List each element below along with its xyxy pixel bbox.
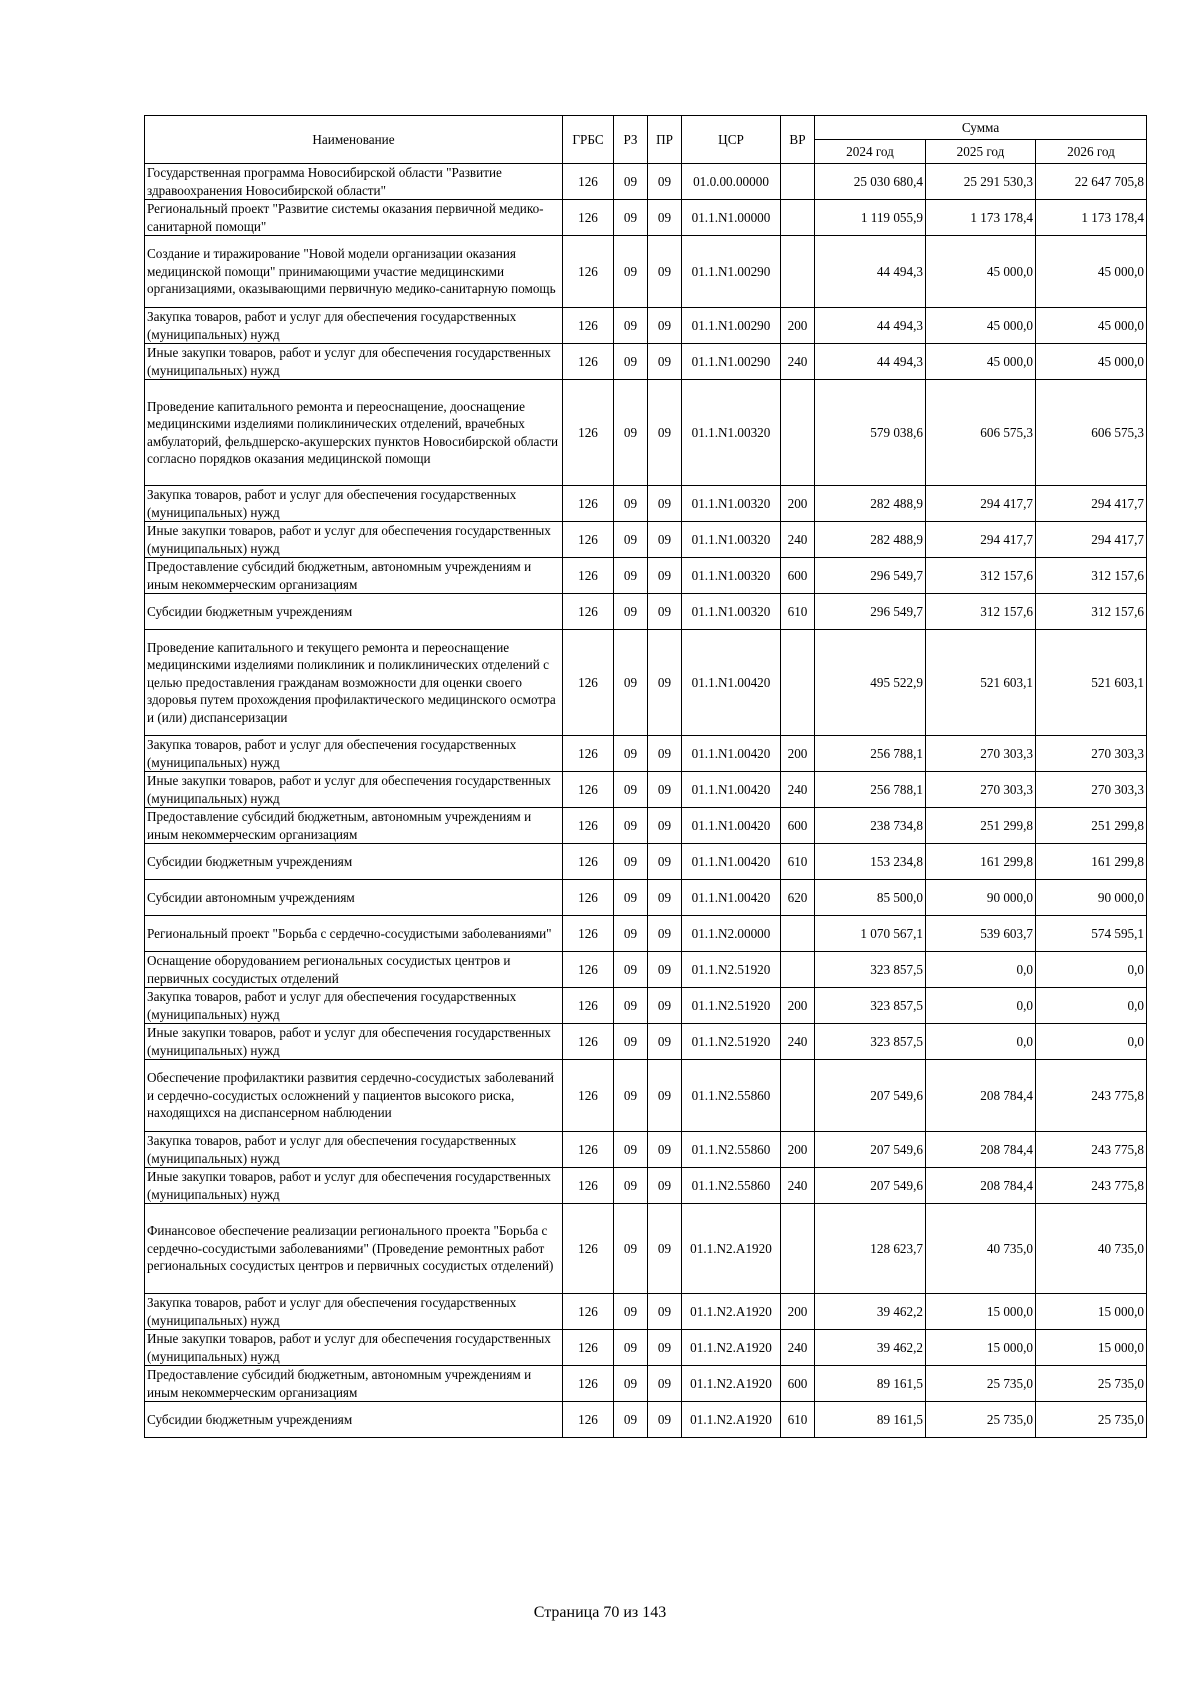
cell-sum-2026: 0,0 (1036, 952, 1147, 988)
cell-grbs: 126 (563, 1132, 614, 1168)
cell-grbs: 126 (563, 164, 614, 200)
cell-vr: 240 (781, 772, 815, 808)
cell-rz: 09 (614, 880, 648, 916)
cell-sum-2026: 40 735,0 (1036, 1204, 1147, 1294)
cell-pr: 09 (648, 594, 682, 630)
cell-vr (781, 236, 815, 308)
cell-rz: 09 (614, 844, 648, 880)
cell-sum-2025: 251 299,8 (926, 808, 1036, 844)
cell-vr: 240 (781, 522, 815, 558)
cell-sum-2025: 25 291 530,3 (926, 164, 1036, 200)
cell-pr: 09 (648, 558, 682, 594)
cell-name: Субсидии бюджетным учреждениям (145, 594, 563, 630)
cell-sum-2026: 0,0 (1036, 1024, 1147, 1060)
cell-pr: 09 (648, 1366, 682, 1402)
cell-name: Государственная программа Новосибирской области "Развитие здравоохранения Новосибирской области" (145, 164, 563, 200)
cell-name: Иные закупки товаров, работ и услуг для обеспечения государственных (муниципальных) нужд (145, 1168, 563, 1204)
cell-rz: 09 (614, 1204, 648, 1294)
cell-vr: 600 (781, 1366, 815, 1402)
cell-sum-2024: 1 070 567,1 (815, 916, 926, 952)
cell-sum-2026: 90 000,0 (1036, 880, 1147, 916)
cell-sum-2025: 294 417,7 (926, 486, 1036, 522)
cell-sum-2025: 312 157,6 (926, 558, 1036, 594)
cell-name: Создание и тиражирование "Новой модели организации оказания медицинской помощи" принимающими участие медицинскими организациями, оказывающими первичную медико-санитарную помощь (145, 236, 563, 308)
cell-name: Предоставление субсидий бюджетным, автономным учреждениям и иным некоммерческим организациям (145, 808, 563, 844)
cell-vr (781, 916, 815, 952)
table-row (145, 1024, 1147, 1060)
cell-sum-2024: 153 234,8 (815, 844, 926, 880)
cell-rz: 09 (614, 236, 648, 308)
cell-vr: 600 (781, 808, 815, 844)
cell-rz: 09 (614, 200, 648, 236)
table-row (145, 1132, 1147, 1168)
cell-sum-2026: 45 000,0 (1036, 344, 1147, 380)
cell-name: Субсидии бюджетным учреждениям (145, 1402, 563, 1438)
cell-csr: 01.1.N1.00290 (682, 344, 781, 380)
cell-pr: 09 (648, 1402, 682, 1438)
cell-sum-2025: 161 299,8 (926, 844, 1036, 880)
cell-sum-2026: 270 303,3 (1036, 736, 1147, 772)
cell-pr: 09 (648, 200, 682, 236)
cell-grbs: 126 (563, 344, 614, 380)
cell-sum-2024: 323 857,5 (815, 988, 926, 1024)
cell-sum-2026: 45 000,0 (1036, 236, 1147, 308)
cell-sum-2026: 574 595,1 (1036, 916, 1147, 952)
cell-sum-2025: 45 000,0 (926, 344, 1036, 380)
cell-name: Проведение капитального ремонта и переоснащение, дооснащение медицинскими изделиями поликлинических отделений, врачебных амбулаторий, фельдшерско-акушерских пунктов Новосибирской области согласно порядков оказания медицинской помощи (145, 380, 563, 486)
cell-csr: 01.1.N2.А1920 (682, 1294, 781, 1330)
cell-grbs: 126 (563, 200, 614, 236)
cell-sum-2024: 495 522,9 (815, 630, 926, 736)
cell-sum-2024: 25 030 680,4 (815, 164, 926, 200)
cell-grbs: 126 (563, 916, 614, 952)
cell-sum-2024: 89 161,5 (815, 1402, 926, 1438)
header-2024: 2024 год (815, 140, 926, 164)
cell-rz: 09 (614, 808, 648, 844)
cell-csr: 01.1.N2.А1920 (682, 1330, 781, 1366)
cell-sum-2025: 0,0 (926, 1024, 1036, 1060)
cell-name: Иные закупки товаров, работ и услуг для обеспечения государственных (муниципальных) нужд (145, 772, 563, 808)
cell-vr (781, 200, 815, 236)
cell-sum-2026: 25 735,0 (1036, 1366, 1147, 1402)
cell-sum-2026: 312 157,6 (1036, 558, 1147, 594)
cell-vr (781, 630, 815, 736)
cell-vr: 240 (781, 344, 815, 380)
table-row (145, 1204, 1147, 1294)
cell-sum-2025: 45 000,0 (926, 308, 1036, 344)
cell-rz: 09 (614, 952, 648, 988)
cell-vr (781, 380, 815, 486)
cell-grbs: 126 (563, 594, 614, 630)
cell-csr: 01.1.N1.00420 (682, 630, 781, 736)
cell-sum-2025: 270 303,3 (926, 736, 1036, 772)
cell-grbs: 126 (563, 988, 614, 1024)
cell-vr (781, 952, 815, 988)
cell-csr: 01.1.N1.00320 (682, 558, 781, 594)
cell-vr: 240 (781, 1024, 815, 1060)
cell-sum-2025: 521 603,1 (926, 630, 1036, 736)
table-row (145, 1294, 1147, 1330)
table-row (145, 1168, 1147, 1204)
cell-sum-2024: 44 494,3 (815, 236, 926, 308)
cell-vr (781, 1060, 815, 1132)
cell-vr: 620 (781, 880, 815, 916)
cell-csr: 01.1.N1.00000 (682, 200, 781, 236)
cell-csr: 01.1.N1.00320 (682, 522, 781, 558)
table-row (145, 880, 1147, 916)
cell-sum-2026: 25 735,0 (1036, 1402, 1147, 1438)
cell-sum-2024: 1 119 055,9 (815, 200, 926, 236)
cell-name: Иные закупки товаров, работ и услуг для обеспечения государственных (муниципальных) нужд (145, 522, 563, 558)
table-row (145, 594, 1147, 630)
table-row (145, 200, 1147, 236)
cell-rz: 09 (614, 916, 648, 952)
cell-name: Закупка товаров, работ и услуг для обеспечения государственных (муниципальных) нужд (145, 486, 563, 522)
cell-rz: 09 (614, 558, 648, 594)
cell-name: Иные закупки товаров, работ и услуг для обеспечения государственных (муниципальных) нужд (145, 344, 563, 380)
cell-sum-2026: 0,0 (1036, 988, 1147, 1024)
cell-sum-2024: 128 623,7 (815, 1204, 926, 1294)
cell-sum-2026: 15 000,0 (1036, 1330, 1147, 1366)
cell-rz: 09 (614, 308, 648, 344)
cell-csr: 01.1.N2.А1920 (682, 1366, 781, 1402)
cell-sum-2026: 161 299,8 (1036, 844, 1147, 880)
cell-rz: 09 (614, 164, 648, 200)
cell-rz: 09 (614, 630, 648, 736)
table-row (145, 486, 1147, 522)
table-row (145, 772, 1147, 808)
table-row (145, 308, 1147, 344)
cell-sum-2025: 45 000,0 (926, 236, 1036, 308)
table-row (145, 1402, 1147, 1438)
cell-name: Закупка товаров, работ и услуг для обеспечения государственных (муниципальных) нужд (145, 1132, 563, 1168)
cell-pr: 09 (648, 772, 682, 808)
cell-sum-2024: 323 857,5 (815, 952, 926, 988)
header-csr: ЦСР (682, 116, 781, 164)
cell-sum-2025: 25 735,0 (926, 1366, 1036, 1402)
cell-grbs: 126 (563, 808, 614, 844)
cell-sum-2025: 312 157,6 (926, 594, 1036, 630)
table-row (145, 164, 1147, 200)
cell-rz: 09 (614, 772, 648, 808)
cell-pr: 09 (648, 630, 682, 736)
cell-name: Закупка товаров, работ и услуг для обеспечения государственных (муниципальных) нужд (145, 308, 563, 344)
cell-grbs: 126 (563, 844, 614, 880)
cell-grbs: 126 (563, 1402, 614, 1438)
cell-pr: 09 (648, 344, 682, 380)
cell-sum-2025: 40 735,0 (926, 1204, 1036, 1294)
table-row (145, 736, 1147, 772)
cell-csr: 01.1.N1.00290 (682, 308, 781, 344)
cell-csr: 01.1.N1.00420 (682, 880, 781, 916)
cell-sum-2026: 243 775,8 (1036, 1168, 1147, 1204)
cell-name: Закупка товаров, работ и услуг для обеспечения государственных (муниципальных) нужд (145, 736, 563, 772)
cell-sum-2025: 294 417,7 (926, 522, 1036, 558)
cell-vr: 200 (781, 308, 815, 344)
cell-csr: 01.1.N1.00420 (682, 808, 781, 844)
cell-rz: 09 (614, 1024, 648, 1060)
cell-pr: 09 (648, 1204, 682, 1294)
cell-sum-2025: 606 575,3 (926, 380, 1036, 486)
cell-pr: 09 (648, 522, 682, 558)
cell-sum-2024: 296 549,7 (815, 558, 926, 594)
cell-sum-2024: 323 857,5 (815, 1024, 926, 1060)
table-row (145, 988, 1147, 1024)
cell-sum-2025: 270 303,3 (926, 772, 1036, 808)
cell-grbs: 126 (563, 630, 614, 736)
cell-sum-2024: 238 734,8 (815, 808, 926, 844)
cell-sum-2026: 22 647 705,8 (1036, 164, 1147, 200)
cell-rz: 09 (614, 1366, 648, 1402)
cell-pr: 09 (648, 736, 682, 772)
cell-grbs: 126 (563, 1168, 614, 1204)
cell-pr: 09 (648, 1294, 682, 1330)
cell-sum-2024: 282 488,9 (815, 522, 926, 558)
cell-vr: 200 (781, 486, 815, 522)
cell-sum-2024: 256 788,1 (815, 736, 926, 772)
table-row (145, 380, 1147, 486)
cell-vr: 200 (781, 736, 815, 772)
cell-name: Закупка товаров, работ и услуг для обеспечения государственных (муниципальных) нужд (145, 1294, 563, 1330)
cell-sum-2025: 15 000,0 (926, 1330, 1036, 1366)
cell-name: Закупка товаров, работ и услуг для обеспечения государственных (муниципальных) нужд (145, 988, 563, 1024)
cell-grbs: 126 (563, 308, 614, 344)
cell-pr: 09 (648, 1330, 682, 1366)
cell-pr: 09 (648, 308, 682, 344)
cell-grbs: 126 (563, 1366, 614, 1402)
cell-grbs: 126 (563, 1294, 614, 1330)
cell-grbs: 126 (563, 772, 614, 808)
cell-csr: 01.1.N1.00420 (682, 844, 781, 880)
cell-pr: 09 (648, 1060, 682, 1132)
cell-rz: 09 (614, 988, 648, 1024)
cell-name: Финансовое обеспечение реализации регионального проекта "Борьба с сердечно-сосудистыми заболеваниями" (Проведение ремонтных работ региональных сосудистых центров и первичных сосудистых отделений) (145, 1204, 563, 1294)
cell-sum-2024: 207 549,6 (815, 1168, 926, 1204)
cell-name: Региональный проект "Борьба с сердечно-сосудистыми заболеваниями" (145, 916, 563, 952)
cell-sum-2026: 1 173 178,4 (1036, 200, 1147, 236)
cell-sum-2024: 89 161,5 (815, 1366, 926, 1402)
page-number: Страница 70 из 143 (533, 1604, 667, 1621)
cell-grbs: 126 (563, 486, 614, 522)
cell-sum-2024: 256 788,1 (815, 772, 926, 808)
table-row (145, 1060, 1147, 1132)
cell-sum-2026: 243 775,8 (1036, 1060, 1147, 1132)
cell-name: Предоставление субсидий бюджетным, автономным учреждениям и иным некоммерческим организациям (145, 558, 563, 594)
cell-sum-2025: 15 000,0 (926, 1294, 1036, 1330)
header-grbs: ГРБС (563, 116, 614, 164)
cell-pr: 09 (648, 164, 682, 200)
cell-grbs: 126 (563, 1024, 614, 1060)
cell-rz: 09 (614, 736, 648, 772)
cell-sum-2026: 294 417,7 (1036, 486, 1147, 522)
cell-pr: 09 (648, 1132, 682, 1168)
cell-pr: 09 (648, 952, 682, 988)
cell-vr: 200 (781, 1132, 815, 1168)
cell-rz: 09 (614, 486, 648, 522)
cell-csr: 01.1.N2.55860 (682, 1060, 781, 1132)
cell-csr: 01.1.N1.00420 (682, 736, 781, 772)
cell-sum-2024: 207 549,6 (815, 1060, 926, 1132)
cell-sum-2024: 207 549,6 (815, 1132, 926, 1168)
cell-grbs: 126 (563, 1330, 614, 1366)
cell-csr: 01.1.N2.55860 (682, 1168, 781, 1204)
header-pr: ПР (648, 116, 682, 164)
cell-rz: 09 (614, 1294, 648, 1330)
cell-pr: 09 (648, 1024, 682, 1060)
cell-grbs: 126 (563, 522, 614, 558)
header-2026: 2026 год (1036, 140, 1147, 164)
table-row (145, 522, 1147, 558)
cell-sum-2024: 579 038,6 (815, 380, 926, 486)
cell-grbs: 126 (563, 736, 614, 772)
header-name: Наименование (145, 116, 563, 164)
cell-sum-2026: 243 775,8 (1036, 1132, 1147, 1168)
cell-grbs: 126 (563, 952, 614, 988)
cell-sum-2024: 282 488,9 (815, 486, 926, 522)
cell-csr: 01.1.N2.55860 (682, 1132, 781, 1168)
table-row (145, 916, 1147, 952)
cell-csr: 01.1.N2.51920 (682, 952, 781, 988)
cell-sum-2024: 44 494,3 (815, 344, 926, 380)
cell-vr (781, 1204, 815, 1294)
cell-name: Обеспечение профилактики развития сердечно-сосудистых заболеваний и сердечно-сосудистых осложнений у пациентов высокого риска, находящихся на диспансерном наблюдении (145, 1060, 563, 1132)
cell-grbs: 126 (563, 558, 614, 594)
cell-csr: 01.1.N2.51920 (682, 988, 781, 1024)
cell-csr: 01.1.N1.00320 (682, 380, 781, 486)
cell-name: Субсидии бюджетным учреждениям (145, 844, 563, 880)
cell-sum-2024: 39 462,2 (815, 1294, 926, 1330)
cell-sum-2025: 0,0 (926, 952, 1036, 988)
cell-sum-2025: 25 735,0 (926, 1402, 1036, 1438)
cell-pr: 09 (648, 236, 682, 308)
cell-name: Иные закупки товаров, работ и услуг для обеспечения государственных (муниципальных) нужд (145, 1024, 563, 1060)
table-row (145, 558, 1147, 594)
cell-sum-2026: 521 603,1 (1036, 630, 1147, 736)
cell-sum-2026: 294 417,7 (1036, 522, 1147, 558)
cell-name: Региональный проект "Развитие системы оказания первичной медико-санитарной помощи" (145, 200, 563, 236)
cell-sum-2024: 39 462,2 (815, 1330, 926, 1366)
table-row (145, 630, 1147, 736)
table-header (145, 116, 1147, 164)
table-row (145, 1366, 1147, 1402)
table-body (145, 164, 1147, 1438)
cell-pr: 09 (648, 1168, 682, 1204)
cell-sum-2025: 0,0 (926, 988, 1036, 1024)
table-row (145, 344, 1147, 380)
cell-grbs: 126 (563, 1060, 614, 1132)
cell-vr: 610 (781, 844, 815, 880)
cell-sum-2025: 539 603,7 (926, 916, 1036, 952)
cell-sum-2026: 45 000,0 (1036, 308, 1147, 344)
cell-pr: 09 (648, 916, 682, 952)
cell-sum-2026: 606 575,3 (1036, 380, 1147, 486)
cell-csr: 01.0.00.00000 (682, 164, 781, 200)
cell-grbs: 126 (563, 880, 614, 916)
cell-csr: 01.1.N2.А1920 (682, 1402, 781, 1438)
cell-sum-2024: 44 494,3 (815, 308, 926, 344)
cell-vr: 200 (781, 1294, 815, 1330)
cell-name: Предоставление субсидий бюджетным, автономным учреждениям и иным некоммерческим организациям (145, 1366, 563, 1402)
cell-vr: 610 (781, 1402, 815, 1438)
cell-vr: 240 (781, 1168, 815, 1204)
table-row (145, 236, 1147, 308)
cell-sum-2026: 15 000,0 (1036, 1294, 1147, 1330)
cell-grbs: 126 (563, 1204, 614, 1294)
cell-rz: 09 (614, 1330, 648, 1366)
cell-pr: 09 (648, 844, 682, 880)
cell-sum-2025: 208 784,4 (926, 1132, 1036, 1168)
cell-csr: 01.1.N2.51920 (682, 1024, 781, 1060)
cell-sum-2026: 312 157,6 (1036, 594, 1147, 630)
header-rz: РЗ (614, 116, 648, 164)
cell-name: Иные закупки товаров, работ и услуг для обеспечения государственных (муниципальных) нужд (145, 1330, 563, 1366)
cell-sum-2024: 296 549,7 (815, 594, 926, 630)
cell-csr: 01.1.N1.00420 (682, 772, 781, 808)
table-row (145, 844, 1147, 880)
cell-rz: 09 (614, 1402, 648, 1438)
cell-rz: 09 (614, 594, 648, 630)
cell-vr (781, 164, 815, 200)
header-sum: Сумма (815, 116, 1147, 140)
cell-rz: 09 (614, 1060, 648, 1132)
cell-rz: 09 (614, 344, 648, 380)
cell-sum-2025: 1 173 178,4 (926, 200, 1036, 236)
cell-csr: 01.1.N1.00290 (682, 236, 781, 308)
cell-pr: 09 (648, 988, 682, 1024)
cell-grbs: 126 (563, 380, 614, 486)
cell-rz: 09 (614, 1132, 648, 1168)
cell-sum-2024: 85 500,0 (815, 880, 926, 916)
cell-sum-2025: 90 000,0 (926, 880, 1036, 916)
cell-sum-2025: 208 784,4 (926, 1060, 1036, 1132)
cell-vr: 600 (781, 558, 815, 594)
cell-vr: 200 (781, 988, 815, 1024)
table-row (145, 808, 1147, 844)
cell-name: Проведение капитального и текущего ремонта и переоснащение медицинскими изделиями поликлиник и поликлинических отделений с целью предоставления гражданам возможности для оценки своего здоровья путем прохождения профилактического медицинского осмотра и (или) диспансеризации (145, 630, 563, 736)
cell-pr: 09 (648, 380, 682, 486)
cell-rz: 09 (614, 1168, 648, 1204)
table-row (145, 1330, 1147, 1366)
cell-vr: 610 (781, 594, 815, 630)
cell-sum-2025: 208 784,4 (926, 1168, 1036, 1204)
cell-pr: 09 (648, 880, 682, 916)
cell-grbs: 126 (563, 236, 614, 308)
cell-vr: 240 (781, 1330, 815, 1366)
table-row (145, 952, 1147, 988)
cell-name: Оснащение оборудованием региональных сосудистых центров и первичных сосудистых отделений (145, 952, 563, 988)
cell-pr: 09 (648, 808, 682, 844)
header-2025: 2025 год (926, 140, 1036, 164)
cell-csr: 01.1.N2.00000 (682, 916, 781, 952)
header-vr: ВР (781, 116, 815, 164)
cell-csr: 01.1.N1.00320 (682, 594, 781, 630)
budget-table (144, 115, 1147, 1438)
cell-csr: 01.1.N1.00320 (682, 486, 781, 522)
cell-rz: 09 (614, 522, 648, 558)
cell-sum-2026: 270 303,3 (1036, 772, 1147, 808)
cell-sum-2026: 251 299,8 (1036, 808, 1147, 844)
cell-csr: 01.1.N2.А1920 (682, 1204, 781, 1294)
cell-name: Субсидии автономным учреждениям (145, 880, 563, 916)
cell-pr: 09 (648, 486, 682, 522)
cell-rz: 09 (614, 380, 648, 486)
